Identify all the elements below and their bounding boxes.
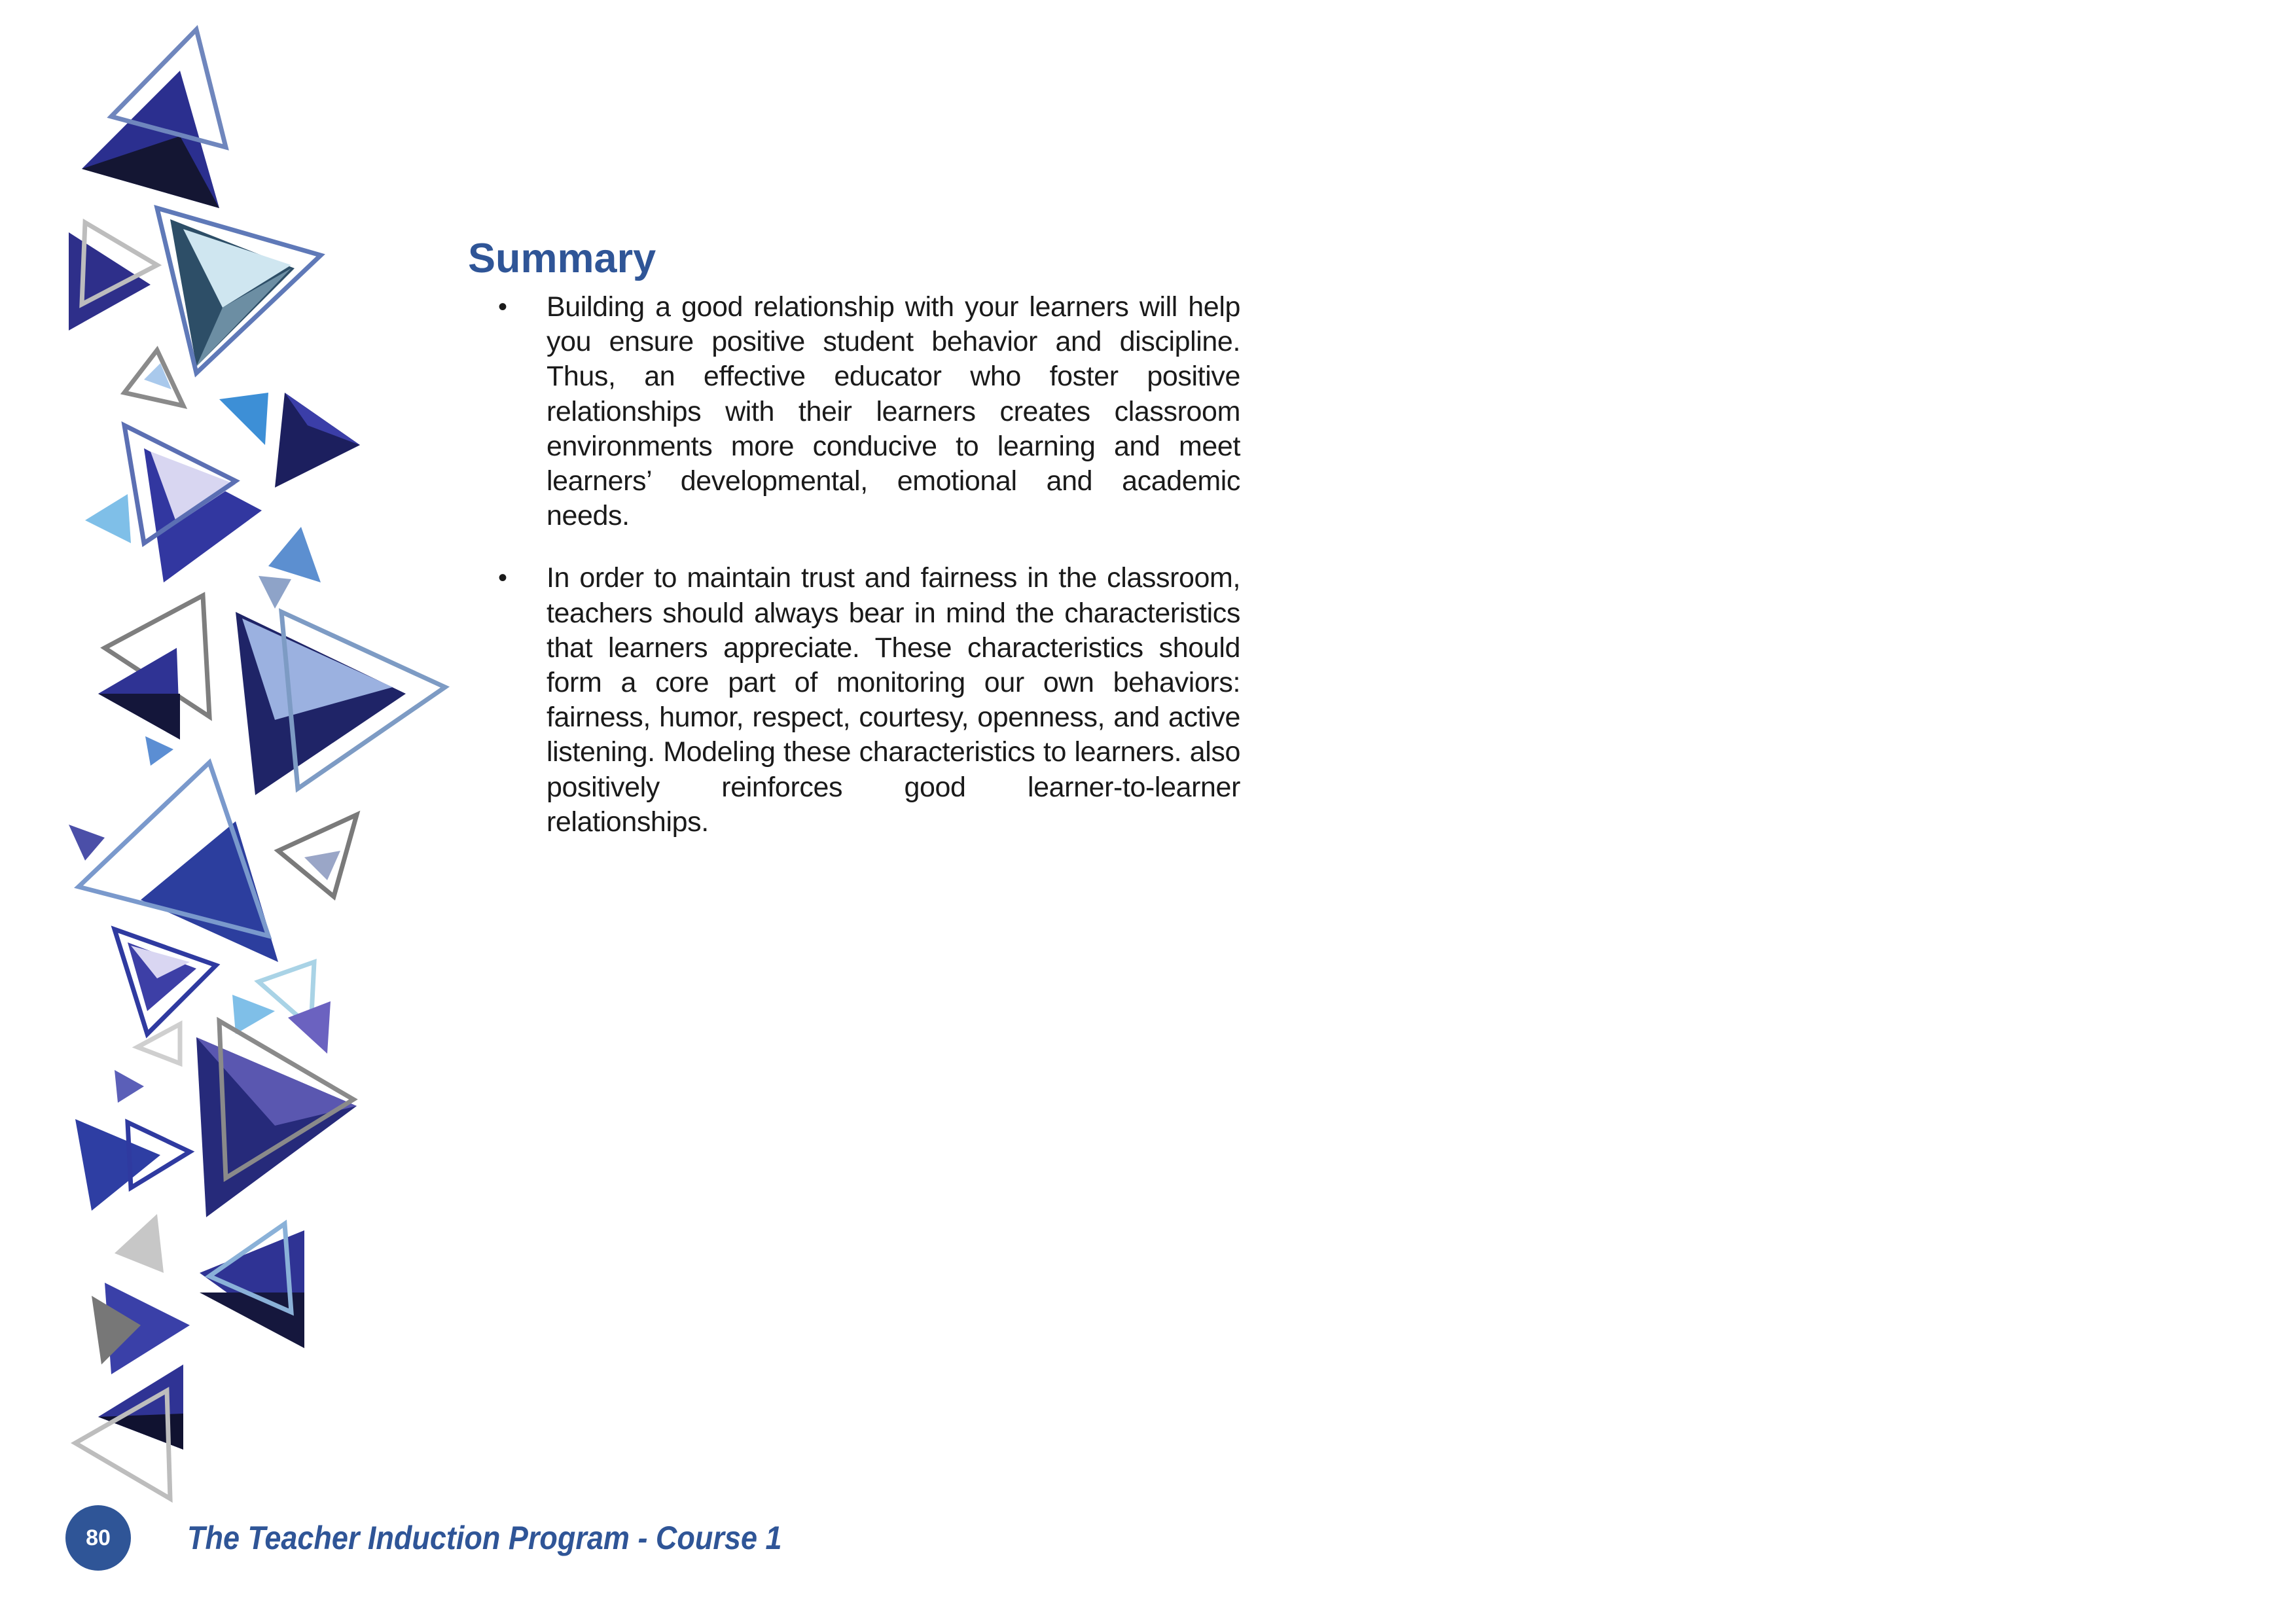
page-number-badge: 80: [65, 1505, 131, 1571]
triangle-decor: [98, 694, 180, 740]
decorative-triangles: [0, 0, 471, 1531]
page-title: Summary: [468, 236, 656, 281]
summary-list: [468, 290, 1240, 840]
triangle-decor: [69, 825, 105, 861]
triangle-decor: [219, 393, 268, 445]
summary-section: [468, 232, 1240, 867]
triangle-decor: [115, 1070, 144, 1103]
list-item-text: In order to maintain trust and fairness in the classroom, teachers should always bear in mind the characteristics that learners appreciate. These characteristics should form a core part of monitoring our own behaviors: fairness, humor, respect, courtesy, openness, and active listening. Modeling these characteristics to learners. also positively reinforces good learner-to-learner relationships.: [547, 562, 1240, 838]
list-item: [468, 290, 1240, 533]
triangle-decor: [85, 494, 131, 543]
triangle-decor: [232, 995, 275, 1034]
bullet-icon: •: [498, 293, 507, 321]
triangle-decor: [141, 821, 278, 962]
list-item: [468, 561, 1240, 840]
course-title: The Teacher Induction Program - Course 1: [187, 1520, 782, 1556]
triangle-decor: [259, 576, 291, 609]
bullet-icon: •: [498, 563, 507, 593]
triangle-decor: [115, 1214, 164, 1273]
list-item-text: Building a good relationship with your learners will help you ensure positive student behavior and discipline. Thus, an effective educator who foster positive relationships with their learners creates classroom environments more conducive to learning and meet learners’ developmental, emotional and academic needs.: [547, 291, 1240, 532]
page-footer: [65, 1505, 848, 1571]
triangle-decor: [288, 1001, 331, 1054]
triangle-decor: [268, 527, 321, 582]
triangle-decor: [145, 736, 173, 766]
